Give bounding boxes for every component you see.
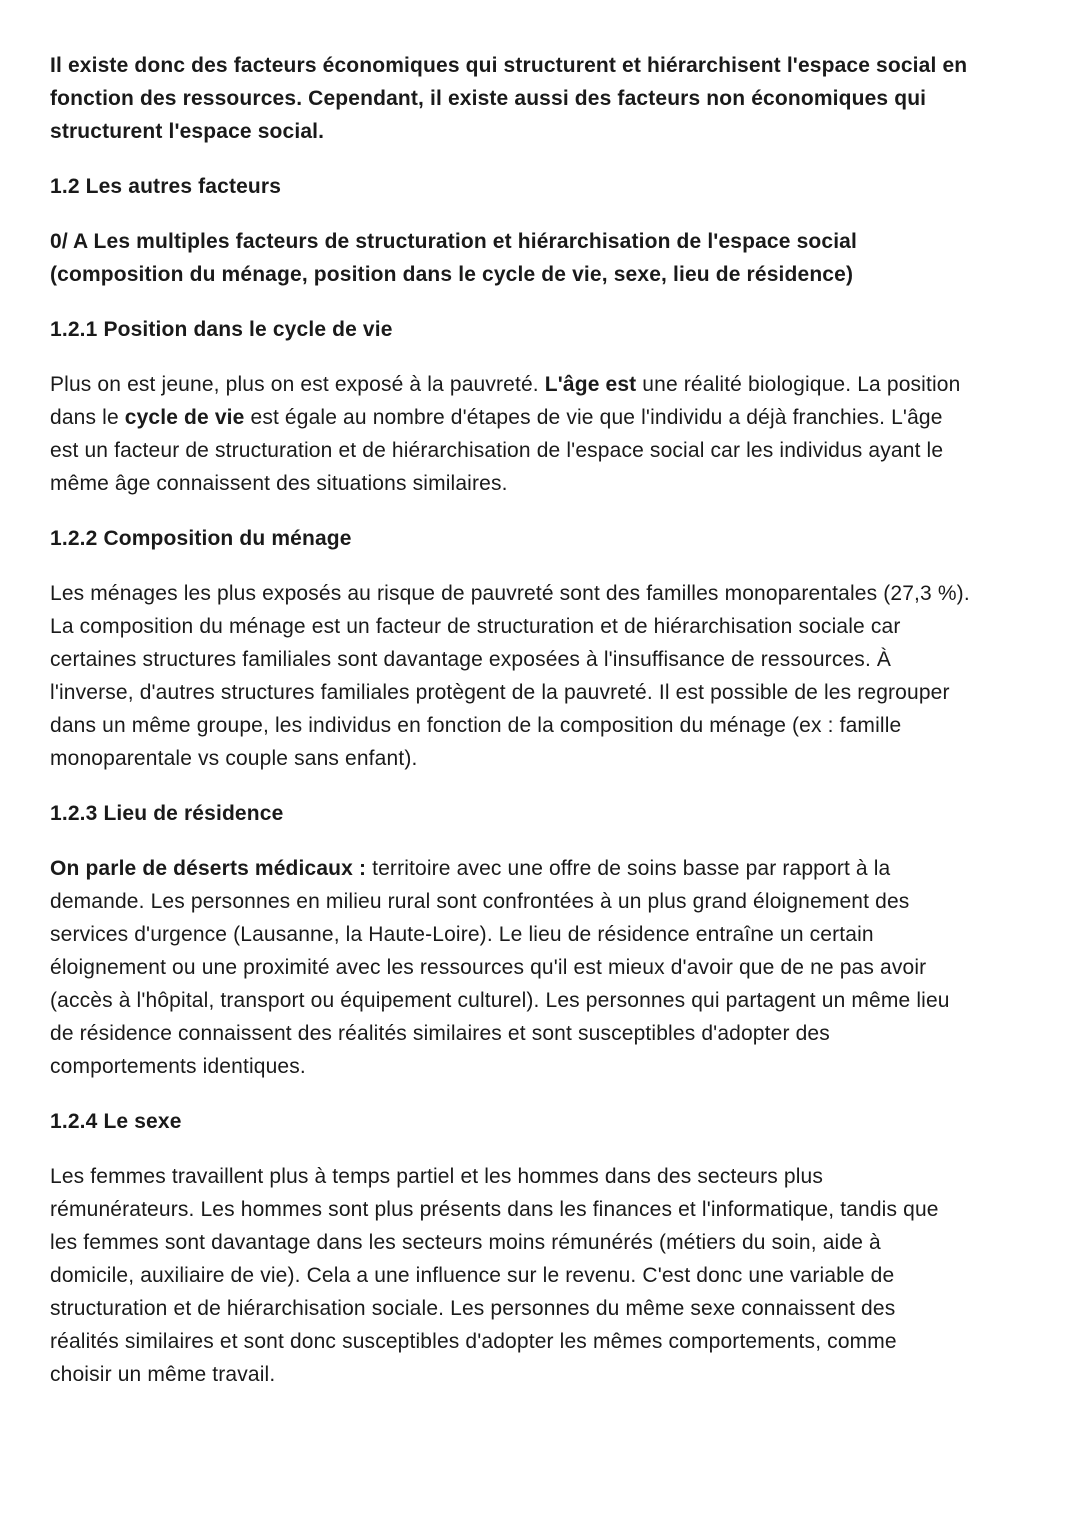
text-line: structurent l'espace social.	[50, 120, 325, 143]
text-line: choisir un même travail.	[50, 1363, 276, 1386]
section-heading-1-2-1	[50, 313, 1060, 346]
bold-text: cycle de vie	[124, 406, 245, 429]
text-run: une réalité biologique. La position	[636, 373, 961, 396]
text-line: Il existe donc des facteurs économiques qui structurent et hiérarchisent l'espace social en	[50, 54, 968, 77]
text-line: comportements identiques.	[50, 1055, 306, 1078]
subsection-heading-0a	[50, 225, 1060, 291]
paragraph-composition-menage	[50, 577, 1060, 775]
text-line: est un facteur de structuration et de hiérarchisation de l'espace social car les individus ayant le	[50, 439, 944, 462]
text-line: monoparentale vs couple sans enfant).	[50, 747, 418, 770]
paragraph-lieu-residence	[50, 852, 1060, 1083]
text-line: 1.2.4 Le sexe	[50, 1110, 182, 1133]
text-line: fonction des ressources. Cependant, il existe aussi des facteurs non économiques qui	[50, 87, 927, 110]
text-line	[50, 401, 1060, 434]
text-line: de résidence connaissent des réalités similaires et sont susceptibles d'adopter des	[50, 1022, 830, 1045]
text-line: 1.2 Les autres facteurs	[50, 175, 282, 198]
text-line: éloignement ou une proximité avec les ressources qu'il est mieux d'avoir que de ne pas avoir	[50, 956, 927, 979]
paragraph-cycle-de-vie	[50, 368, 1060, 500]
text-line: réalités similaires et sont donc susceptibles d'adopter les mêmes comportements, comme	[50, 1330, 897, 1353]
text-line: Les femmes travaillent plus à temps partiel et les hommes dans des secteurs plus	[50, 1165, 824, 1188]
text-line: services d'urgence (Lausanne, la Haute-Loire). Le lieu de résidence entraîne un certain	[50, 923, 874, 946]
section-heading-1-2	[50, 170, 1060, 203]
bold-text: L'âge est	[544, 373, 637, 396]
text-line: (composition du ménage, position dans le cycle de vie, sexe, lieu de résidence)	[50, 263, 854, 286]
text-line: demande. Les personnes en milieu rural sont confrontées à un plus grand éloignement des	[50, 890, 910, 913]
bold-text: On parle de déserts médicaux :	[50, 857, 367, 880]
text-line: structuration et de hiérarchisation sociale. Les personnes du même sexe connaissent des	[50, 1297, 896, 1320]
section-heading-1-2-3	[50, 797, 1060, 830]
text-line: rémunérateurs. Les hommes sont plus présents dans les finances et l'informatique, tandis que	[50, 1198, 939, 1221]
text-line: 0/ A Les multiples facteurs de structuration et hiérarchisation de l'espace social	[50, 230, 857, 253]
text-line: Les ménages les plus exposés au risque de pauvreté sont des familles monoparentales (27,3 %).	[50, 582, 970, 605]
text-line: 1.2.2 Composition du ménage	[50, 527, 352, 550]
text-line	[50, 852, 1060, 885]
text-line: domicile, auxiliaire de vie). Cela a une influence sur le revenu. C'est donc une variable de	[50, 1264, 895, 1287]
text-line: dans un même groupe, les individus en fonction de la composition du ménage (ex : famille	[50, 714, 902, 737]
text-line: l'inverse, d'autres structures familiales protègent de la pauvreté. Il est possible de les regrouper	[50, 681, 950, 704]
document-body	[50, 49, 1060, 1413]
section-heading-1-2-2	[50, 522, 1060, 555]
section-heading-1-2-4	[50, 1105, 1060, 1138]
text-line: 1.2.3 Lieu de résidence	[50, 802, 284, 825]
paragraph-sexe	[50, 1160, 1060, 1391]
intro-paragraph	[50, 49, 1060, 148]
text-line: (accès à l'hôpital, transport ou équipement culturel). Les personnes qui partagent un même lieu	[50, 989, 950, 1012]
text-line: La composition du ménage est un facteur de structuration et de hiérarchisation sociale car	[50, 615, 901, 638]
text-line: les femmes sont davantage dans les secteurs moins rémunérés (métiers du soin, aide à	[50, 1231, 881, 1254]
text-run: territoire avec une offre de soins basse par rapport à la	[366, 857, 891, 880]
text-line: même âge connaissent des situations similaires.	[50, 472, 508, 495]
text-line	[50, 368, 1060, 401]
text-run: dans le	[50, 406, 125, 429]
text-run: Plus on est jeune, plus on est exposé à la pauvreté.	[50, 373, 545, 396]
text-line: certaines structures familiales sont davantage exposées à l'insuffisance de ressources. À	[50, 648, 892, 671]
text-run: est égale au nombre d'étapes de vie que l'individu a déjà franchies. L'âge	[244, 406, 943, 429]
text-line: 1.2.1 Position dans le cycle de vie	[50, 318, 393, 341]
